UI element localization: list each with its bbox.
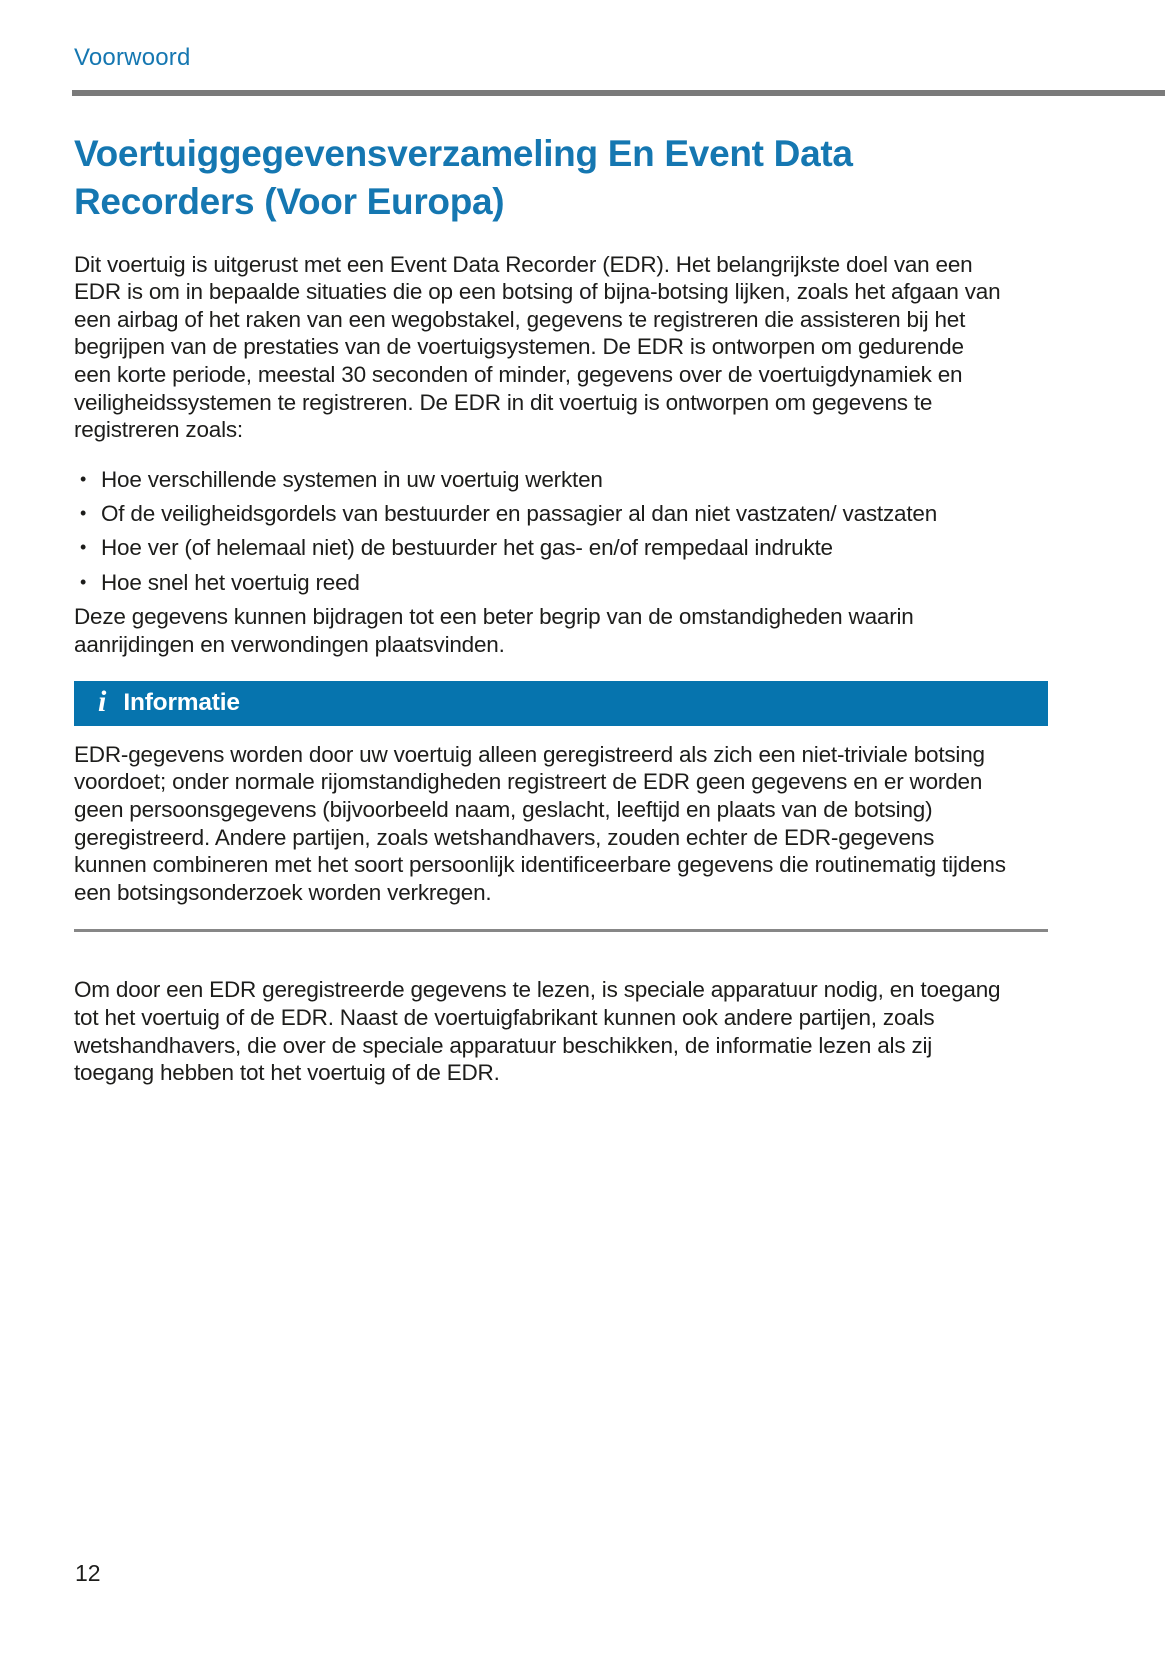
info-paragraph: EDR-gegevens worden door uw voertuig alleen geregistreerd als zich een niet-triviale botsing voordoet; onder normale rijomstandigheden registreert de EDR geen gegevens en er worden geen persoonsgegevens (bijvoorbeeld naam, geslacht, leeftijd en plaats van de botsing) geregistreerd. Andere partijen, zoals wetshandhavers, zouden echter de EDR-gegevens kunnen combineren met het soort persoonlijk identificeerbare gegevens die routinematig tijdens een botsingsonderzoek worden verkregen.: [74, 741, 1006, 905]
info-icon: i: [98, 685, 107, 719]
bullet-marker-icon: •: [80, 537, 87, 558]
page-number: 12: [75, 1560, 101, 1586]
bullet-marker-icon: •: [80, 571, 87, 592]
bullet-text: Hoe ver (of helemaal niet) de bestuurder het gas- en/of rempedaal indrukte: [101, 535, 833, 561]
intro-paragraph: Dit voertuig is uitgerust met een Event Data Recorder (EDR). Het belangrijkste doel van een EDR is om in bepaalde situaties die op een botsing of bijna-botsing lijken, zoals het afgaan van een airbag of het raken van een wegobstakel, gegevens te registreren die assisteren bij het begrijpen van de prestaties van de voertuigsystemen. De EDR is ontworpen om gedurende een korte periode, meestal 30 seconden of minder, gegevens over de voertuigdynamiek en veiligheidssystemen te registreren. De EDR in dit voertuig is ontworpen om gegevens te registreren zoals:: [74, 251, 1001, 443]
header-rule: [72, 90, 1165, 96]
bullet-marker-icon: •: [80, 503, 87, 524]
section-divider: [74, 929, 1048, 932]
closing-paragraph: Om door een EDR geregistreerde gegevens te lezen, is speciale apparatuur nodig, en toegang tot het voertuig of de EDR. Naast de voertuigfabrikant kunnen ook andere partijen, zoals wetshandhavers, die over de speciale apparatuur beschikken, de informatie lezen als zij toegang hebben tot het voertuig of de EDR.: [74, 977, 1001, 1086]
bullet-item: [74, 569, 1006, 597]
bullet-marker-icon: •: [80, 469, 87, 490]
bullet-text: Of de veiligheidsgordels van bestuurder en passagier al dan niet vastzaten/ vastzaten: [101, 501, 938, 527]
bullet-item: [74, 466, 1006, 494]
chapter-header: Voorwoord: [74, 44, 191, 71]
info-banner: [74, 681, 1048, 726]
bullet-list: [74, 466, 1006, 596]
bullet-text: Hoe snel het voertuig reed: [101, 569, 360, 595]
bullet-item: [74, 534, 1006, 562]
info-banner-label: Informatie: [123, 689, 240, 717]
summary-paragraph: Deze gegevens kunnen bijdragen tot een beter begrip van de omstandigheden waarin aanrijdingen en verwondingen plaatsvinden.: [74, 604, 914, 657]
page-title: Voertuiggegevensverzameling En Event Data Recorders (Voor Europa): [74, 132, 853, 222]
bullet-text: Hoe verschillende systemen in uw voertuig werkten: [101, 467, 603, 493]
bullet-item: [74, 500, 1006, 528]
